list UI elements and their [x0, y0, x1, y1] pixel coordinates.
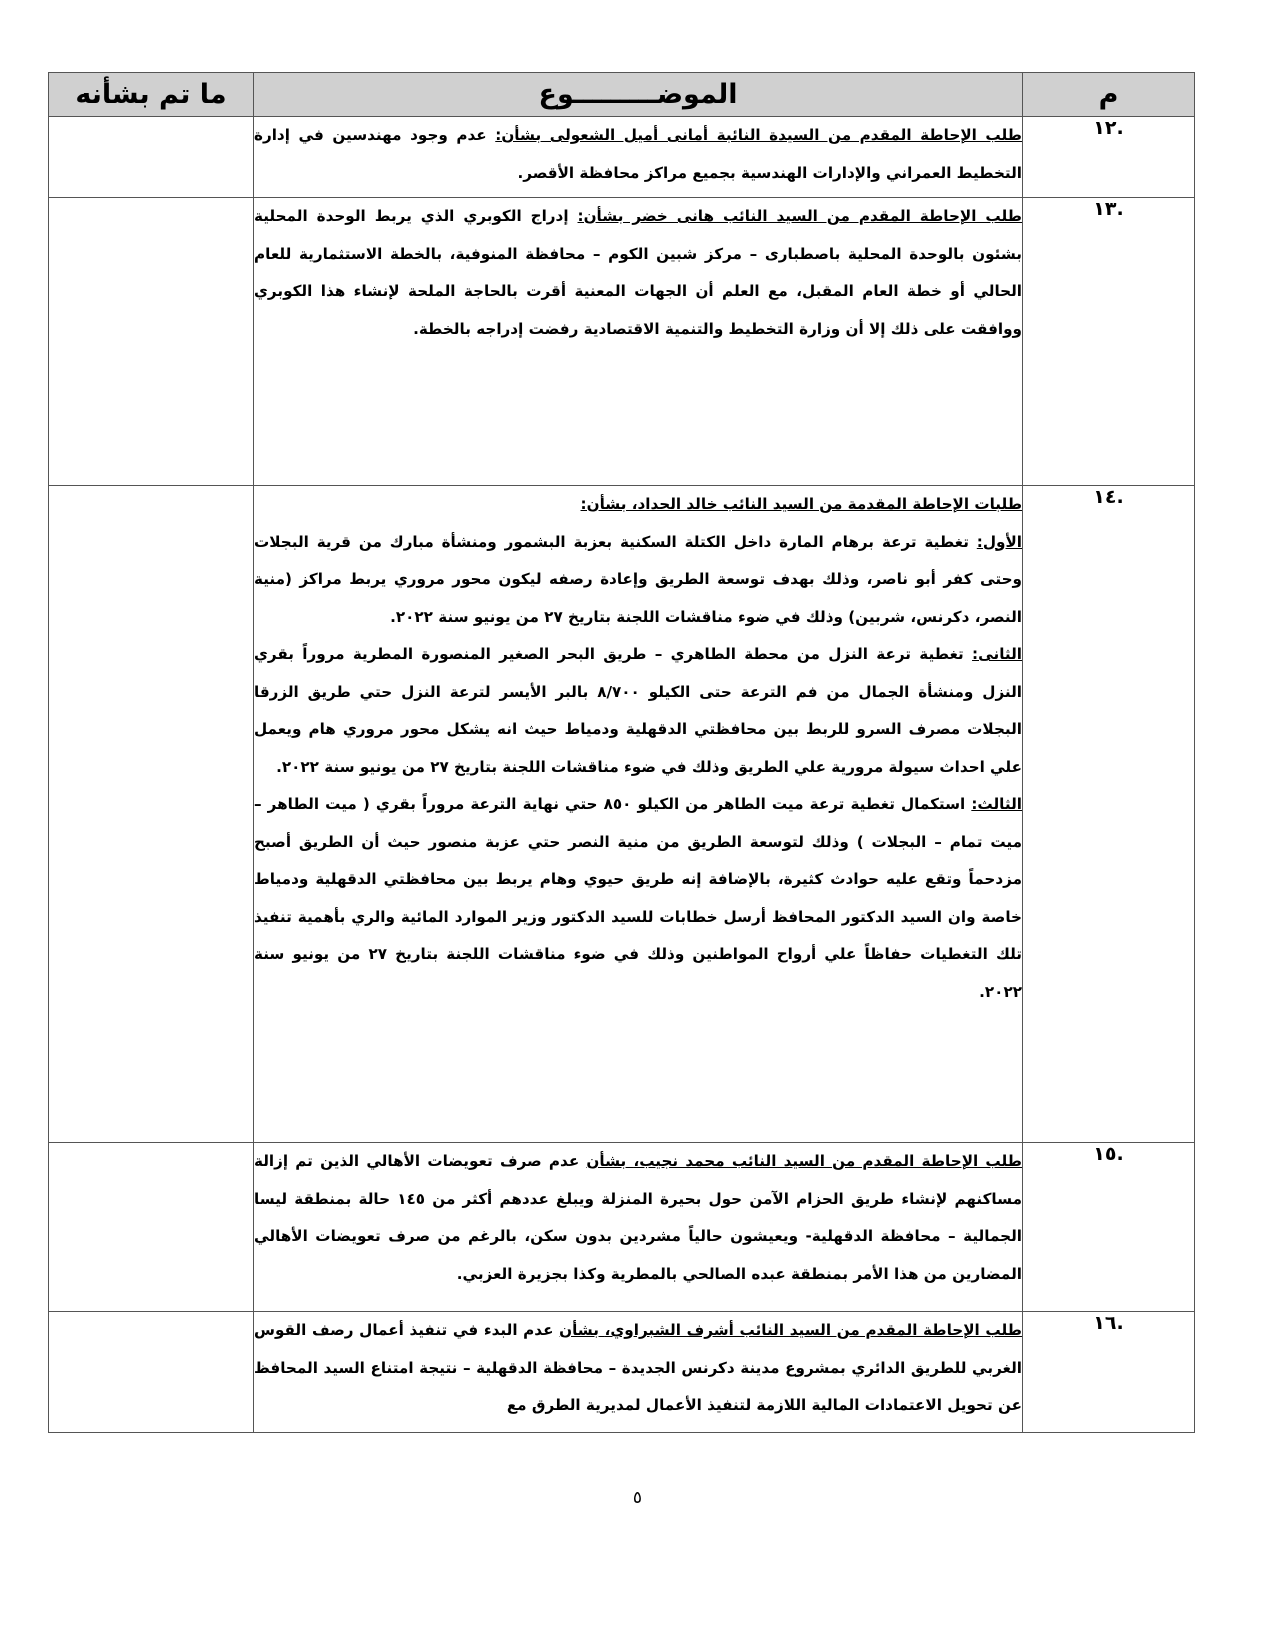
request-body: عدم صرف تعويضات الأهالي الذين تم إزالة مساكنهم لإنشاء طريق الحزام الآمن حول بحيرة المنزلة ويبلغ عددهم أكثر من ١٤٥ حالة بمنطقة ليسا الجمالية – محافظة الدقهلية- ويعيشون حالياً مشردين بدون سكن، بالرغم من صرف تعويضات الأهالي المضارين من هذا الأمر بمنطقة عبده الصالحي بالمطرية وكذا بجزيرة العزبي.: [254, 1152, 1022, 1283]
table-row: [49, 198, 1195, 486]
request-lead: طلبات الإحاطة المقدمة من السيد النائب خالد الحداد، بشأن:: [580, 495, 1022, 513]
header-subject: الموضـــــــــوع: [254, 73, 1023, 117]
header-number: م: [1023, 73, 1195, 117]
table-row: [49, 486, 1195, 1143]
table-row: [49, 117, 1195, 198]
item-number: .١٥: [1023, 1143, 1195, 1312]
table-header-row: [49, 73, 1195, 117]
item-subject: [254, 198, 1023, 486]
item-subject: [254, 117, 1023, 198]
item-subject: [254, 486, 1023, 1143]
request-body: عدم وجود مهندسين في إدارة التخطيط العمراني والإدارات الهندسية بجميع مراكز محافظة الأقصر.: [254, 126, 1022, 182]
header-action: ما تم بشأنه: [49, 73, 254, 117]
request-lead: طلب الإحاطة المقدم من السيد النائب محمد نجيب،: [633, 1152, 1022, 1170]
page-number: ٥: [632, 1488, 643, 1508]
table-row: [49, 1312, 1195, 1433]
part-text: استكمال تغطية ترعة ميت الطاهر من الكيلو ٨٥٠ حتي نهاية الترعة مروراً بقري ( ميت الطاهر – ميت تمام – البجلات ) وذلك لتوسعة الطريق من منية النصر حتي عزبة منصور حيث أن الطريق أصبح مزدحماً وتقع عليه حوادث كثيرة، بالإضافة إنه طريق حيوي وهام يربط بين محافظتي الدقهلية ودمياط خاصة وان السيد الدكتور المحافظ أرسل خطابات للسيد الدكتور وزير الموارد المائية والري بأهمية تنفيذ تلك التغطيات حفاظاً علي أرواح المواطنين وذلك في ضوء مناقشات اللجنة بتاريخ ٢٧ من يونيو سنة ٢٠٢٢.: [254, 795, 1022, 1001]
item-number: .١٦: [1023, 1312, 1195, 1433]
part-text: تغطية ترعة برهام المارة داخل الكتلة السكنية بعزبة البشمور ومنشأة مبارك من قرية البجلات وحتى كفر أبو ناصر، وذلك بهدف توسعة الطريق وإعادة رصفه ليكون محور مروري يربط مراكز (منية النصر، دكرنس، شربين) وذلك في ضوء مناقشات اللجنة بتاريخ ٢٧ من يونيو سنة ٢٠٢٢.: [254, 532, 1022, 626]
item-number: .١٢: [1023, 117, 1195, 198]
part-label: الأول:: [976, 532, 1022, 551]
request-lead: طلب الإحاطة المقدم من السيد النائب هانى خضر بشأن:: [577, 207, 1022, 225]
table-row: [49, 1143, 1195, 1312]
item-number: .١٣: [1023, 198, 1195, 486]
request-body: عدم البدء في تنفيذ أعمال رصف القوس الغربي للطريق الدائري بمشروع مدينة دكرنس الجديدة – محافظة الدقهلية – نتيجة امتناع السيد المحافظ عن تحويل الاعتمادات المالية اللازمة لتنفيذ الأعمال لمديرية الطرق مع: [254, 1321, 1022, 1414]
agenda-table: [48, 72, 1195, 1433]
item-action: [49, 117, 254, 198]
request-lead: طلب الإحاطة المقدم من السيدة النائبة أمانى أميل الشعولى بشأن:: [495, 126, 1022, 144]
part-label: الثالث:: [971, 795, 1022, 813]
request-lead: طلب الإحاطة المقدم من السيد النائب أشرف الشبراوي،: [604, 1321, 1022, 1339]
part-label: الثانى:: [972, 645, 1022, 663]
request-lead-suffix: بشأن: [559, 1321, 605, 1339]
part-text: تغطية ترعة النزل من محطة الطاهري – طريق البحر الصغير المنصورة المطرية مروراً بقري النزل ومنشأة الجمال من فم الترعة حتى الكيلو ٨/٧٠٠ بالبر الأيسر لترعة النزل حتي طريق الزرقا البجلات مصرف السرو للربط بين محافظتي الدقهلية ودمياط حيث انه يشكل محور مروري هام ويعمل علي احداث سيولة مرورية علي الطريق وذلك في ضوء مناقشات اللجنة بتاريخ ٢٧ من يونيو سنة ٢٠٢٢.: [254, 645, 1022, 776]
item-action: [49, 486, 254, 1143]
item-action: [49, 1312, 254, 1433]
item-action: [49, 1143, 254, 1312]
item-subject: [254, 1312, 1023, 1433]
request-lead-suffix: بشأن: [586, 1152, 634, 1170]
item-number: .١٤: [1023, 486, 1195, 1143]
item-action: [49, 198, 254, 486]
item-subject: [254, 1143, 1023, 1312]
request-body: إدراج الكوبري الذي يربط الوحدة المحلية بشئون بالوحدة المحلية باصطبارى – مركز شبين الكوم – محافظة المنوفية، بالخطة الاستثمارية للعام الحالي أو خطة العام المقبل، مع العلم أن الجهات المعنية أقرت بالحاجة الملحة لإنشاء هذا الكوبري ووافقت على ذلك إلا أن وزارة التخطيط والتنمية الاقتصادية رفضت إدراجه بالخطة.: [254, 207, 1022, 338]
